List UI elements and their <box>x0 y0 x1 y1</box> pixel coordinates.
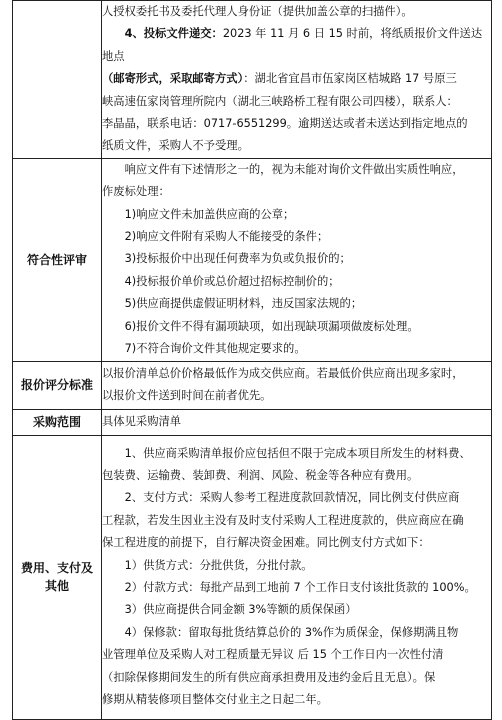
submission-line-6: 纸质文件，采购人不予受理。 <box>102 139 249 153</box>
submission-line-1: 人授权委托书及委托代理人身份证（提供加盖公章的扫描件）。 <box>102 5 413 18</box>
fees-line: 1）供货方式：分批供货，分批付款。 <box>124 558 313 572</box>
fees-line: 2）付款方式：每批产品到工地前 7 个工作日支付该批货款的 100%。 <box>124 581 476 594</box>
fees-label <box>13 435 102 719</box>
compliance-item: 7)不符合询价文件其他规定要求的。 <box>124 342 306 356</box>
submission-mail-note: （邮寄形式，采取邮寄方式） <box>102 72 244 86</box>
compliance-item: 2)响应文件附有采购人不能接受的条件； <box>124 230 329 244</box>
compliance-intro-2: 作废标处理： <box>102 185 170 199</box>
compliance-item: 3)投标报价中出现任何费率为负或负报价的； <box>124 252 351 266</box>
compliance-item: 1)响应文件未加盖供应商的公章； <box>124 207 295 221</box>
fees-line: （扣除保修期间发生的所有供应商承担费用及违约金后且无息）。保 <box>102 670 436 684</box>
compliance-item: 4)投标报价单价或总价超过招标控制价的； <box>124 274 340 288</box>
fees-content <box>102 435 492 719</box>
submission-row <box>13 1 492 159</box>
submission-line-5: 李晶晶，联系电话：0717-6551299。逾期送达或者未送达到指定地点的 <box>102 117 468 131</box>
fees-line: 保工程进度的前提下，自行解决资金困难。同比例支付方式如下： <box>102 536 430 550</box>
submission-line-4: 峡高速伍家岗管理所院内（湖北三峡路桥工程有限公司四楼），联系人： <box>102 94 458 108</box>
fees-line: 包装费、运输费、装卸费、利润、风险、税金等各种应有费用。 <box>102 468 419 482</box>
fees-line: 业管理单位及采购人对工程质量无异议 后 15 个工作日内一次性付清 <box>102 648 444 662</box>
evaluation-content <box>102 361 492 409</box>
procurement-table <box>12 0 492 720</box>
fees-line: 1、供应商采购清单报价应包括但不限于完成本项目所发生的材料费、 <box>124 446 471 460</box>
submission-label-cell <box>13 1 102 159</box>
fees-label-line-1: 费用、支付及 <box>20 561 93 575</box>
fees-line: 修期从精装修项目整体交付业主之日起二年。 <box>102 693 328 707</box>
submission-deadline: 2023 年 11 月 6 日 15 时前，将纸质报价文件送达地点 <box>102 27 483 63</box>
submission-content <box>102 1 492 159</box>
fees-line: 2、支付方式：采购人参考工程进度款回款情况，同比例支付供应商 <box>124 491 460 505</box>
fees-line: 工程款，若发生因业主没有及时支付采购人工程进度款的，供应商应在确 <box>102 513 464 527</box>
submission-line-2 <box>102 23 491 68</box>
fees-line: 4）保修款：留取每批货结算总价的 3%作为质保金，保修期满且物 <box>124 625 459 639</box>
submission-address: ：湖北省宜昌市伍家岗区桔城路 17 号原三 <box>243 72 457 86</box>
fees-row <box>13 435 492 719</box>
scope-label: 采购范围 <box>13 409 102 435</box>
scope-row <box>13 409 492 435</box>
compliance-intro: 响应文件有下述情形之一的，视为未能对询价文件做出实质性响应， <box>124 162 464 176</box>
compliance-label: 符合性评审 <box>13 158 102 361</box>
submission-heading: 4、投标文件递交： <box>124 27 223 41</box>
evaluation-line-1: 以报价清单总价价格最低作为成交供应商。若最低价供应商出现多家时， <box>102 366 464 380</box>
compliance-content <box>102 158 492 361</box>
scope-content: 具体见采购清单 <box>102 409 492 435</box>
fees-label-line-2: 其他 <box>44 579 69 593</box>
evaluation-label: 报价评分标准 <box>13 361 102 409</box>
submission-line-3 <box>102 68 491 90</box>
evaluation-line-2: 以报价文件送到时间在前者优先。 <box>102 389 272 402</box>
fees-line: 3）供应商提供合同金额 3%等额的质保保函） <box>124 603 357 617</box>
compliance-item: 6)报价文件不得有漏项缺项，如出现缺项漏项做废标处理。 <box>124 319 419 333</box>
compliance-row <box>13 158 492 361</box>
evaluation-row <box>13 361 492 409</box>
compliance-item: 5)供应商提供虚假证明材料，违反国家法规的； <box>124 297 363 311</box>
